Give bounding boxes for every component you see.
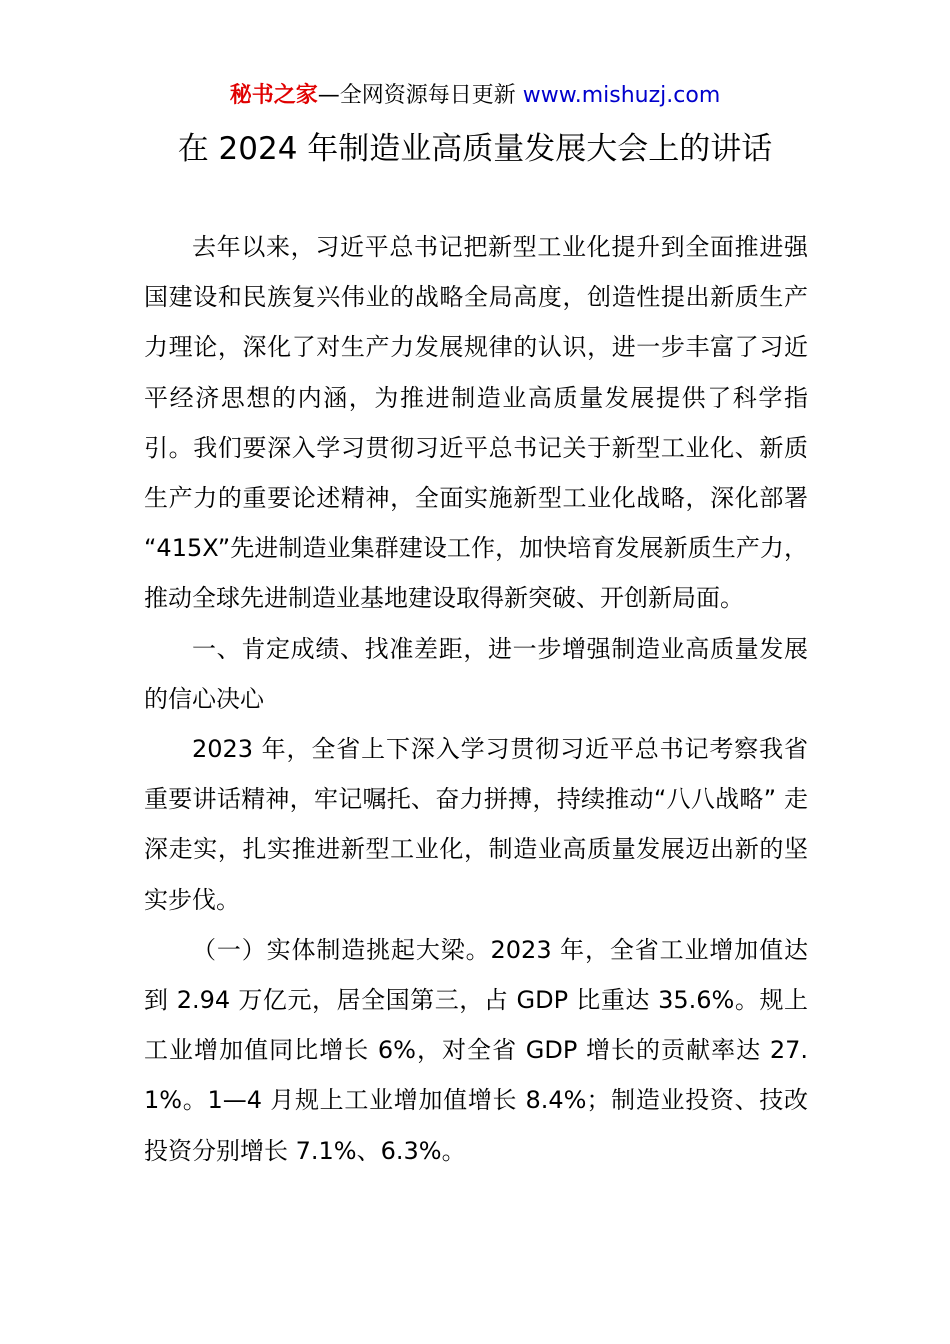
site-header	[0, 80, 950, 112]
site-brand: 秘书之家	[229, 83, 318, 108]
paragraph-2023-summary: 2023 年，全省上下深入学习贯彻习近平总书记考察我省重要讲话精神，牢记嘱托、奋力拼搏，持续推动“八八战略” 走深走实，扎实推进新型工业化，制造业高质量发展迈出新的坚实步伐。	[144, 735, 808, 914]
paragraph-intro: 去年以来，习近平总书记把新型工业化提升到全面推进强国建设和民族复兴伟业的战略全局高度，创造性提出新质生产力理论，深化了对生产力发展规律的认识，进一步丰富了习近平经济思想的内涵，为推进制造业高质量发展提供了科学指引。我们要深入学习贯彻习近平总书记关于新型工业化、新质生产力的重要论述精神，全面实施新型工业化战略，深化部署 “415X”先进制造业集群建设工作，加快培育发展新质生产力，推动全球先进制造业基地建设取得新突破、开创新局面。	[144, 233, 808, 613]
paragraph-industry-stats: （一）实体制造挑起大梁。2023 年，全省工业增加值达到 2.94 万亿元，居全国第三，占 GDP 比重达 35.6%。规上工业增加值同比增长 6%，对全省 GDP 增长的贡献率达 27.1%。1—4 月规上工业增加值增长 8.4%；制造业投资、技改投资分别增长 7.1%、6.3%。	[144, 935, 808, 1165]
section-heading-one: 一、肯定成绩、找准差距，进一步增强制造业高质量发展的信心决心	[144, 634, 808, 713]
site-tagline: —全网资源每日更新	[317, 83, 523, 108]
document-title: 在 2024 年制造业高质量发展大会上的讲话	[177, 131, 773, 167]
document-body	[144, 222, 808, 1176]
site-url-link[interactable]: www.mishuzj.com	[522, 83, 721, 108]
